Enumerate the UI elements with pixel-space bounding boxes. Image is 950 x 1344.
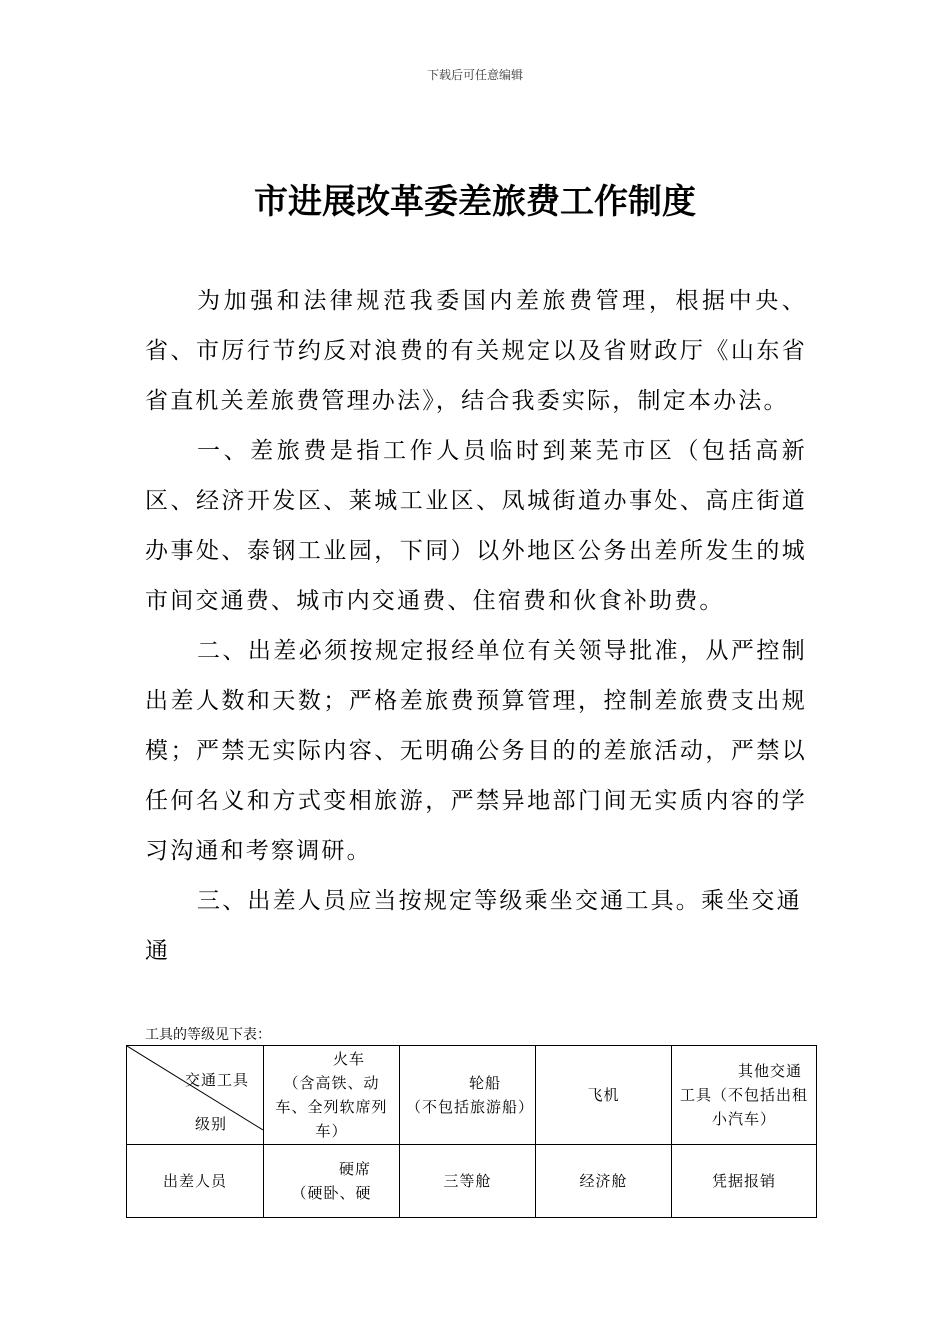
header-ship-note: （不包括旅游船） <box>406 1098 535 1116</box>
paragraph-3-text: 三、出差人员应当按规定等级乘坐交通工具。乘坐交通 <box>197 888 802 914</box>
paragraph-3 <box>145 876 807 976</box>
cell-train-line1: 硬席 <box>338 1160 371 1178</box>
header-ship-title: 轮船 <box>468 1074 501 1092</box>
header-train-title: 火车 <box>332 1050 365 1068</box>
cell-train-line2: （硬卧、硬 <box>291 1184 372 1202</box>
header-other-title: 其他交通 <box>737 1062 802 1080</box>
header-plane <box>536 1046 672 1145</box>
paragraph-intro: 为加强和法律规范我委国内差旅费管理，根据中央、省、市厉行节约反对浪费的有关规定以及省财政厅《山东省省直机关差旅费管理办法》，结合我委实际，制定本办法。 <box>145 288 807 414</box>
cell-other: 凭据报销 <box>672 1145 817 1218</box>
header-other <box>672 1046 817 1145</box>
transport-grade-table <box>126 1045 817 1218</box>
cell-plane: 经济舱 <box>536 1145 672 1218</box>
header-train <box>264 1046 400 1145</box>
cell-level: 出差人员 <box>127 1145 264 1218</box>
paragraph-2: 二、出差必须按规定报经单位有关领导批准，从严控制出差人数和天数；严格差旅费预算管理，控制差旅费支出规模；严禁无实际内容、无明确公务目的的差旅活动，严禁以任何名义和方式变相旅游，严禁异地部门间无实质内容的学习沟通和考察调研。 <box>145 638 807 864</box>
document-body <box>145 276 807 976</box>
cell-train <box>264 1145 400 1218</box>
cell-ship: 三等舱 <box>400 1145 536 1218</box>
paragraph-3-tail: 通 <box>145 938 171 964</box>
header-other-note: 工具（不包括出租小汽车） <box>679 1086 808 1128</box>
corner-label-transport: 交通工具 <box>184 1071 249 1089</box>
document-title: 市进展改革委差旅费工作制度 <box>254 182 696 222</box>
header-ship <box>400 1046 536 1145</box>
table-corner-cell <box>127 1046 264 1145</box>
table-row <box>127 1145 817 1218</box>
header-note: 下载后可任意编辑 <box>426 68 523 82</box>
header-train-note: （含高铁、动车、全列软席列车） <box>275 1074 388 1140</box>
header-plane-title: 飞机 <box>587 1086 620 1104</box>
corner-label-level: 级别 <box>195 1115 228 1133</box>
table-header-row <box>127 1046 817 1145</box>
paragraph-1: 一、差旅费是指工作人员临时到莱芜市区（包括高新区、经济开发区、莱城工业区、凤城街道办事处、高庄街道办事处、泰钢工业园，下同）以外地区公务出差所发生的城市间交通费、城市内交通费、住宿费和伙食补助费。 <box>145 438 807 614</box>
table-caption: 工具的等级见下表： <box>145 1027 271 1043</box>
